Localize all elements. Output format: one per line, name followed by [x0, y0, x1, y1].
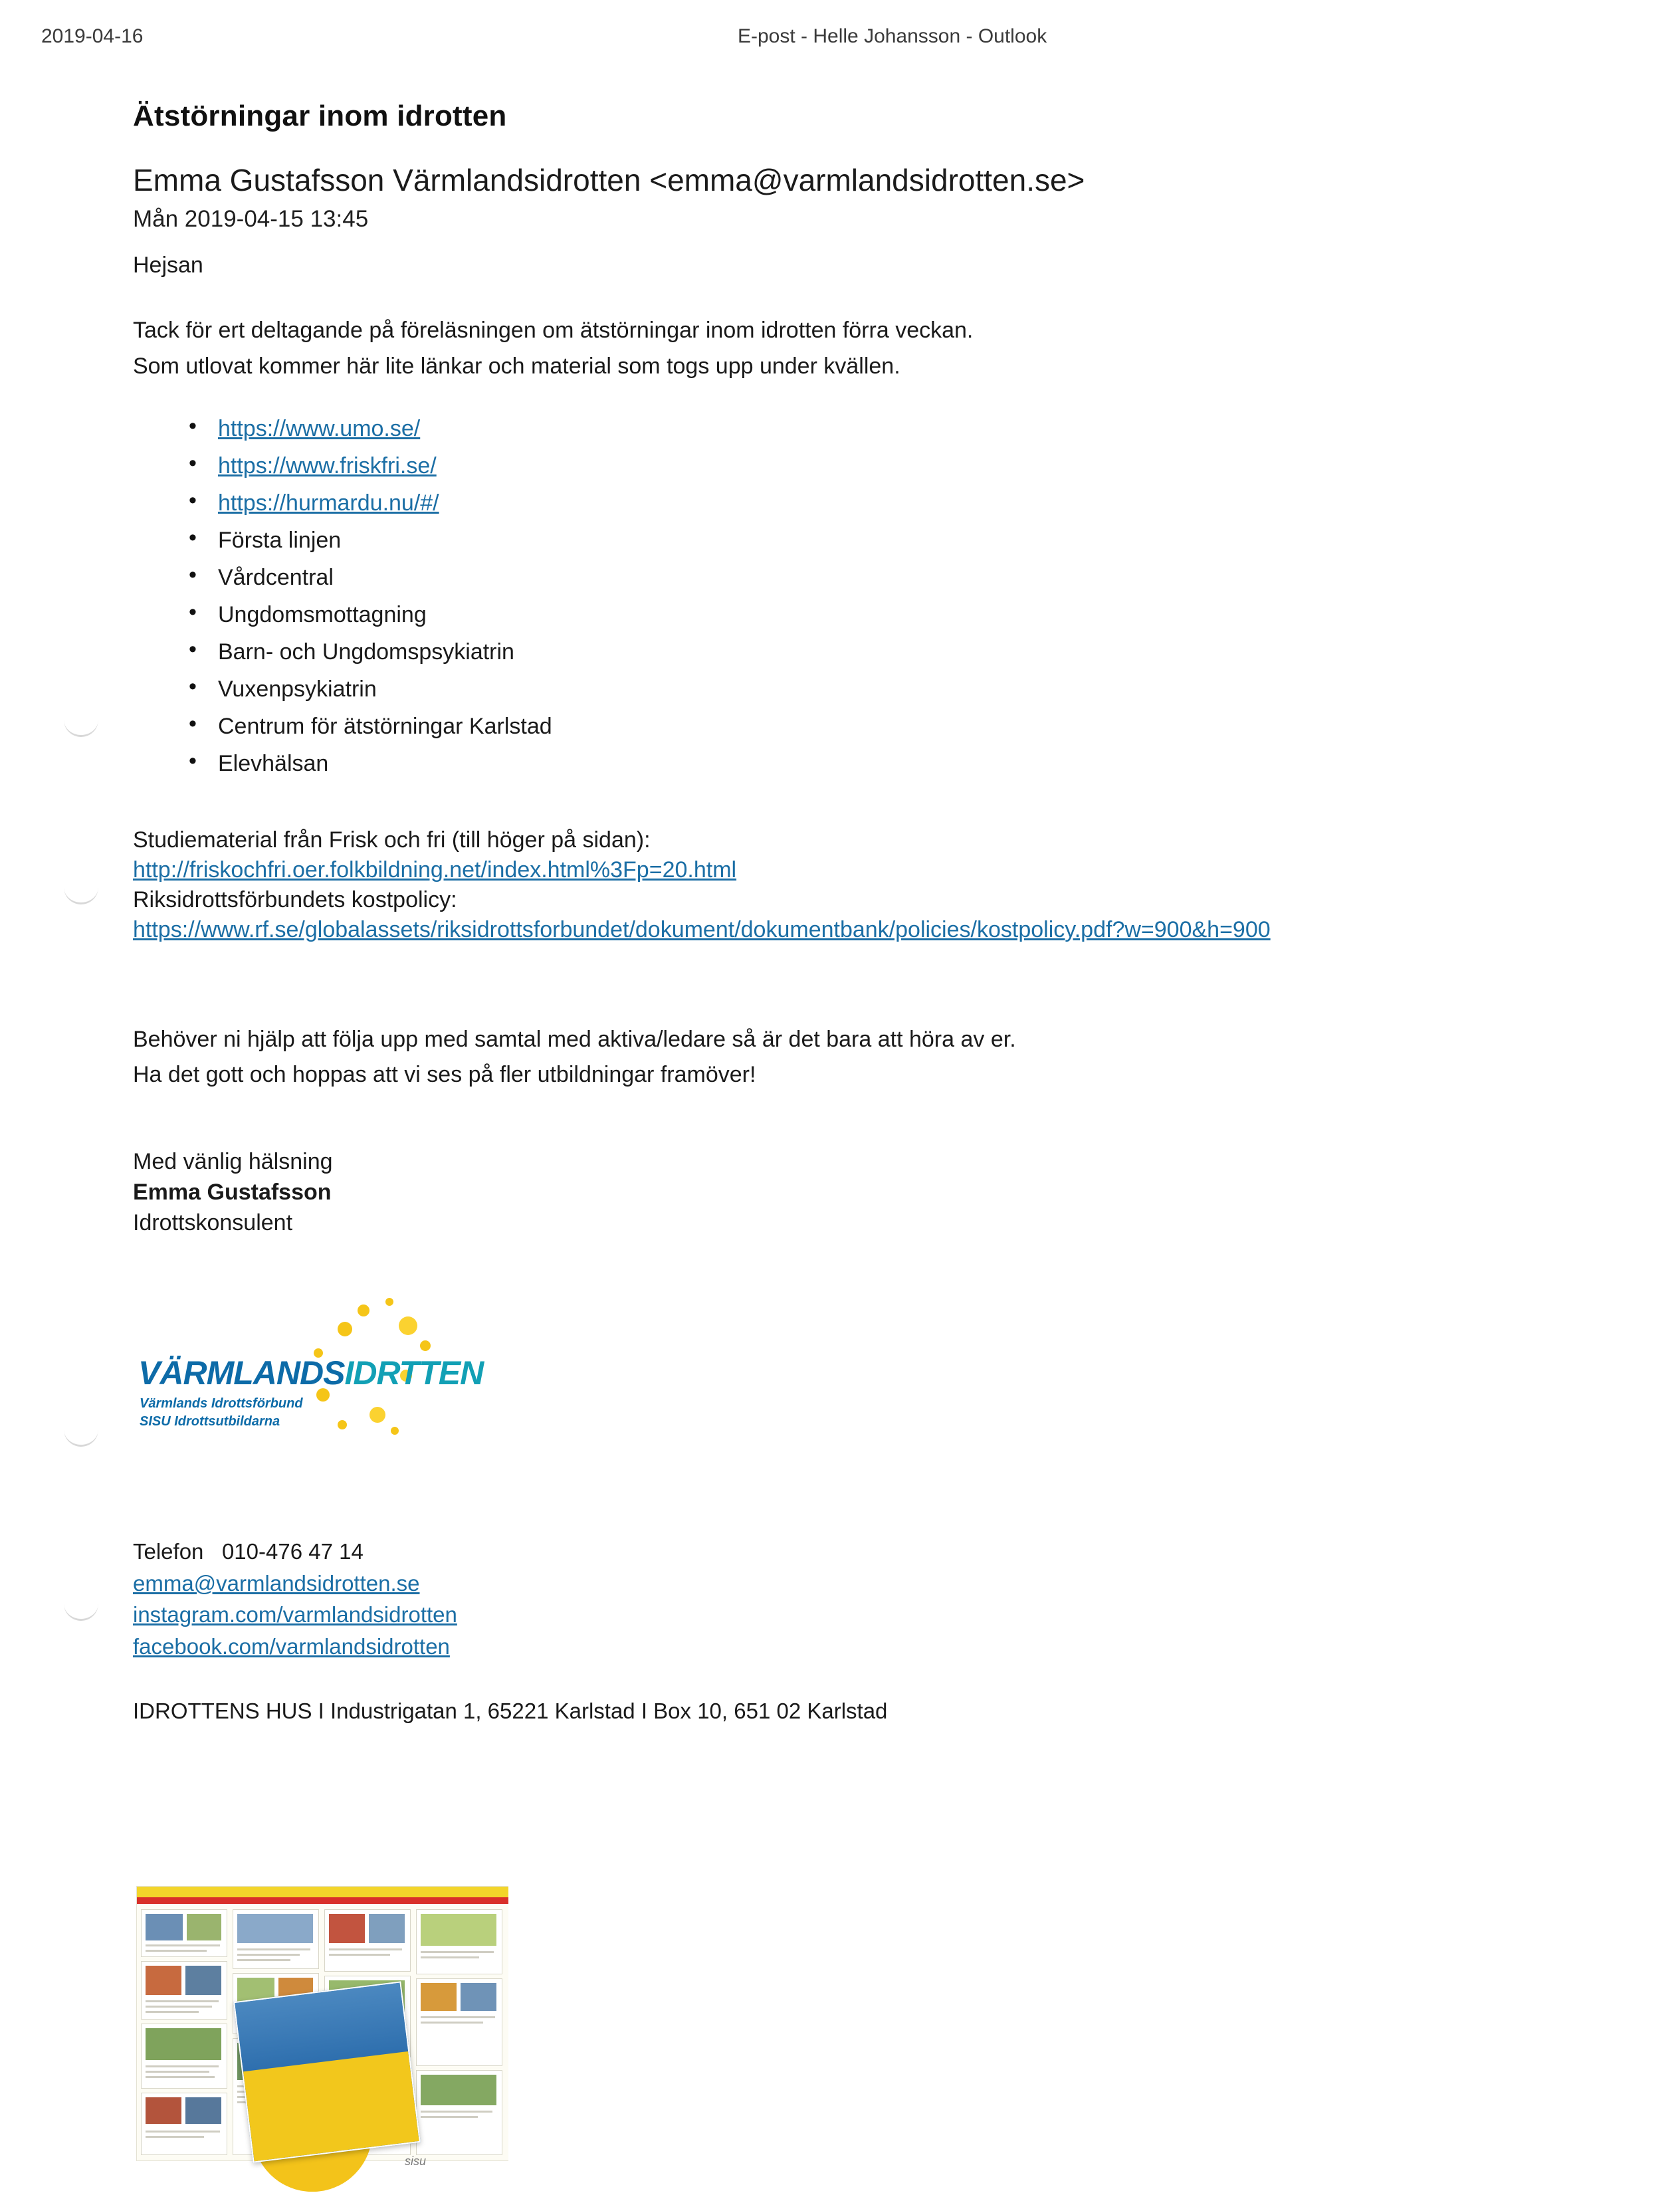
brochure-textline	[146, 1950, 207, 1952]
flyer-yellow-area	[243, 2051, 419, 2161]
logo-subtitle	[140, 1395, 303, 1431]
resource-link[interactable]: https://www.friskfri.se/	[218, 453, 437, 479]
phone-line	[133, 1537, 1568, 1566]
intro-line-2: Som utlovat kommer här lite länkar och material som togs upp under kvällen.	[133, 353, 900, 379]
signature-title: Idrottskonsulent	[133, 1210, 293, 1236]
brochure-textline	[421, 2022, 483, 2024]
list-item	[189, 417, 1568, 455]
brochure-cell	[141, 2024, 227, 2089]
brochure-cell	[141, 1961, 227, 2020]
brochure-photo	[185, 1966, 221, 1995]
logo-dot-icon	[391, 1427, 399, 1435]
brochure-textline	[421, 1951, 494, 1953]
phone-label: Telefon	[133, 1539, 204, 1564]
brochure-cell	[416, 2070, 502, 2155]
brochure-cell	[141, 1909, 227, 1957]
brochure-cell	[416, 1909, 502, 1974]
resource-text: Vårdcentral	[218, 565, 334, 591]
brochure-textline	[146, 2006, 212, 2008]
email-body	[133, 100, 1568, 1724]
logo-wordmark	[138, 1354, 483, 1392]
varmlandsidrotten-logo	[138, 1290, 564, 1463]
spacer	[133, 1096, 1568, 1146]
brochure-caption: sisu	[405, 2154, 427, 2168]
brochure-photo	[146, 2028, 221, 2060]
brochure-photo	[146, 2097, 181, 2124]
signature-block	[133, 1146, 1568, 1239]
brochure-photo	[421, 1983, 457, 2011]
closing-line-2: Ha det gott och hoppas att vi ses på fler utbildningar framöver!	[133, 1062, 756, 1088]
page-header	[0, 19, 1680, 58]
office-address: IDROTTENS HUS I Industrigatan 1, 65221 Karlstad I Box 10, 651 02 Karlstad	[133, 1698, 888, 1723]
brochure-photo	[421, 2075, 496, 2105]
list-item	[189, 529, 1568, 566]
list-item	[189, 566, 1568, 603]
logo-word-varmlands: VÄRMLANDS	[138, 1354, 345, 1392]
brochure-attachment-image	[136, 1886, 508, 2192]
spacer	[133, 387, 1568, 417]
contact-block	[133, 1537, 1568, 1723]
resource-text: Vuxenpsykiatrin	[218, 677, 377, 702]
logo-dot-icon	[338, 1420, 347, 1429]
resource-list	[133, 417, 1568, 789]
intro-line-1: Tack för ert deltagande på föreläsningen om ätstörningar inom idrotten förra veckan.	[133, 318, 974, 343]
material-url-2[interactable]: https://www.rf.se/globalassets/riksidrottsforbundet/dokument/dokumentbank/policies/kostpolicy.pdf?w=900&h=900	[133, 916, 1271, 942]
logo-word-idr: IDR	[344, 1354, 399, 1392]
logo-dot-icon	[385, 1298, 393, 1306]
signature-name: Emma Gustafsson	[133, 1179, 332, 1205]
scan-artifact-hole	[64, 1602, 98, 1621]
list-item	[189, 752, 1568, 789]
contact-email[interactable]: emma@varmlandsidrotten.se	[133, 1570, 420, 1596]
brochure-top-band	[137, 1887, 508, 1897]
logo-dot-icon	[338, 1322, 352, 1336]
spacer	[133, 789, 1568, 825]
logo-subtitle-line-1: Värmlands Idrottsförbund	[140, 1396, 303, 1411]
logo-subtitle-line-2: SISU Idrottsutbildarna	[140, 1414, 280, 1429]
brochure-photo	[146, 1914, 183, 1940]
resource-text: Ungdomsmottagning	[218, 602, 427, 628]
brochure-cell	[416, 1978, 502, 2066]
brochure-cell	[141, 2093, 227, 2155]
brochure-textline	[146, 2071, 209, 2073]
brochure-textline	[237, 1948, 310, 1950]
closing-line-1: Behöver ni hjälp att följa upp med samtal med aktiva/ledare så är det bara att höra av er.	[133, 1026, 1016, 1052]
list-item	[189, 492, 1568, 529]
list-item	[189, 603, 1568, 641]
contact-instagram[interactable]: instagram.com/varmlandsidrotten	[133, 1602, 457, 1627]
material-label-1: Studiematerial från Frisk och fri (till höger på sidan):	[133, 827, 651, 853]
brochure-photo	[146, 1966, 181, 1995]
brochure-textline	[237, 1959, 290, 1961]
material-label-2: Riksidrottsförbundets kostpolicy:	[133, 887, 457, 912]
email-sender: Emma Gustafsson Värmlandsidrotten <emma@varmlandsidrotten.se>	[133, 163, 1085, 197]
brochure-photo	[329, 1914, 365, 1943]
brochure-textline	[146, 2065, 219, 2067]
brochure-textline	[146, 2000, 219, 2002]
resource-text: Första linjen	[218, 528, 342, 554]
brochure-textline	[146, 1944, 220, 1946]
scan-artifact-hole	[64, 718, 98, 737]
list-item	[189, 678, 1568, 715]
brochure-photo	[421, 1914, 496, 1946]
logo-dot-icon	[399, 1316, 417, 1335]
brochure-textline	[146, 2136, 204, 2138]
brochure-cell	[324, 1909, 411, 1972]
list-item	[189, 715, 1568, 752]
resource-link[interactable]: https://hurmardu.nu/#/	[218, 490, 439, 516]
resource-text: Centrum för ätstörningar Karlstad	[218, 714, 552, 740]
browser-print-title: E-post - Helle Johansson - Outlook	[738, 25, 1047, 47]
scan-artifact-hole	[64, 885, 98, 904]
contact-facebook[interactable]: facebook.com/varmlandsidrotten	[133, 1634, 450, 1659]
scan-artifact-hole	[64, 1427, 98, 1447]
brochure-photo	[237, 1914, 313, 1943]
brochure-photo	[369, 1914, 405, 1943]
logo-dot-icon	[420, 1340, 431, 1351]
brochure-textline	[421, 2111, 492, 2113]
brochure-cell	[233, 1909, 319, 1969]
brochure-column	[141, 1909, 229, 2155]
list-item	[189, 455, 1568, 492]
material-url-1[interactable]: http://friskochfri.oer.folkbildning.net/index.html%3Fp=20.html	[133, 857, 737, 883]
phone-number: 010-476 47 14	[221, 1539, 364, 1564]
brochure-textline	[421, 1956, 479, 1958]
brochure-textline	[146, 2131, 220, 2133]
brochure-textline	[329, 1948, 402, 1950]
resource-text: Elevhälsan	[218, 751, 329, 777]
signature-salutation: Med vänlig hälsning	[133, 1148, 333, 1174]
email-date: Mån 2019-04-15 13:45	[133, 206, 369, 232]
logo-dot-icon	[358, 1305, 369, 1316]
list-item	[189, 641, 1568, 678]
brochure-textline	[421, 2116, 478, 2118]
spacer	[133, 945, 1568, 1025]
brochure-textline	[237, 1954, 300, 1956]
brochure-top-band-red	[137, 1897, 508, 1904]
brochure-photo	[185, 2097, 221, 2124]
logo-dot-icon	[369, 1407, 385, 1423]
email-subject: Ätstörningar inom idrotten	[133, 100, 507, 132]
brochure-textline	[146, 2076, 215, 2078]
brochure-photo	[461, 1983, 496, 2011]
brochure-textline	[146, 2011, 199, 2013]
brochure-column	[416, 1909, 504, 2155]
brochure-textline	[329, 1954, 390, 1956]
resource-link[interactable]: https://www.umo.se/	[218, 416, 421, 442]
logo-word-tten: TTEN	[399, 1354, 484, 1392]
brochure-textline	[421, 2016, 495, 2018]
email-greeting: Hejsan	[133, 253, 203, 278]
brochure-flyer	[233, 1981, 421, 2162]
scan-date: 2019-04-16	[41, 25, 144, 47]
resource-text: Barn- och Ungdomspsykiatrin	[218, 639, 514, 665]
brochure-photo	[187, 1914, 221, 1940]
